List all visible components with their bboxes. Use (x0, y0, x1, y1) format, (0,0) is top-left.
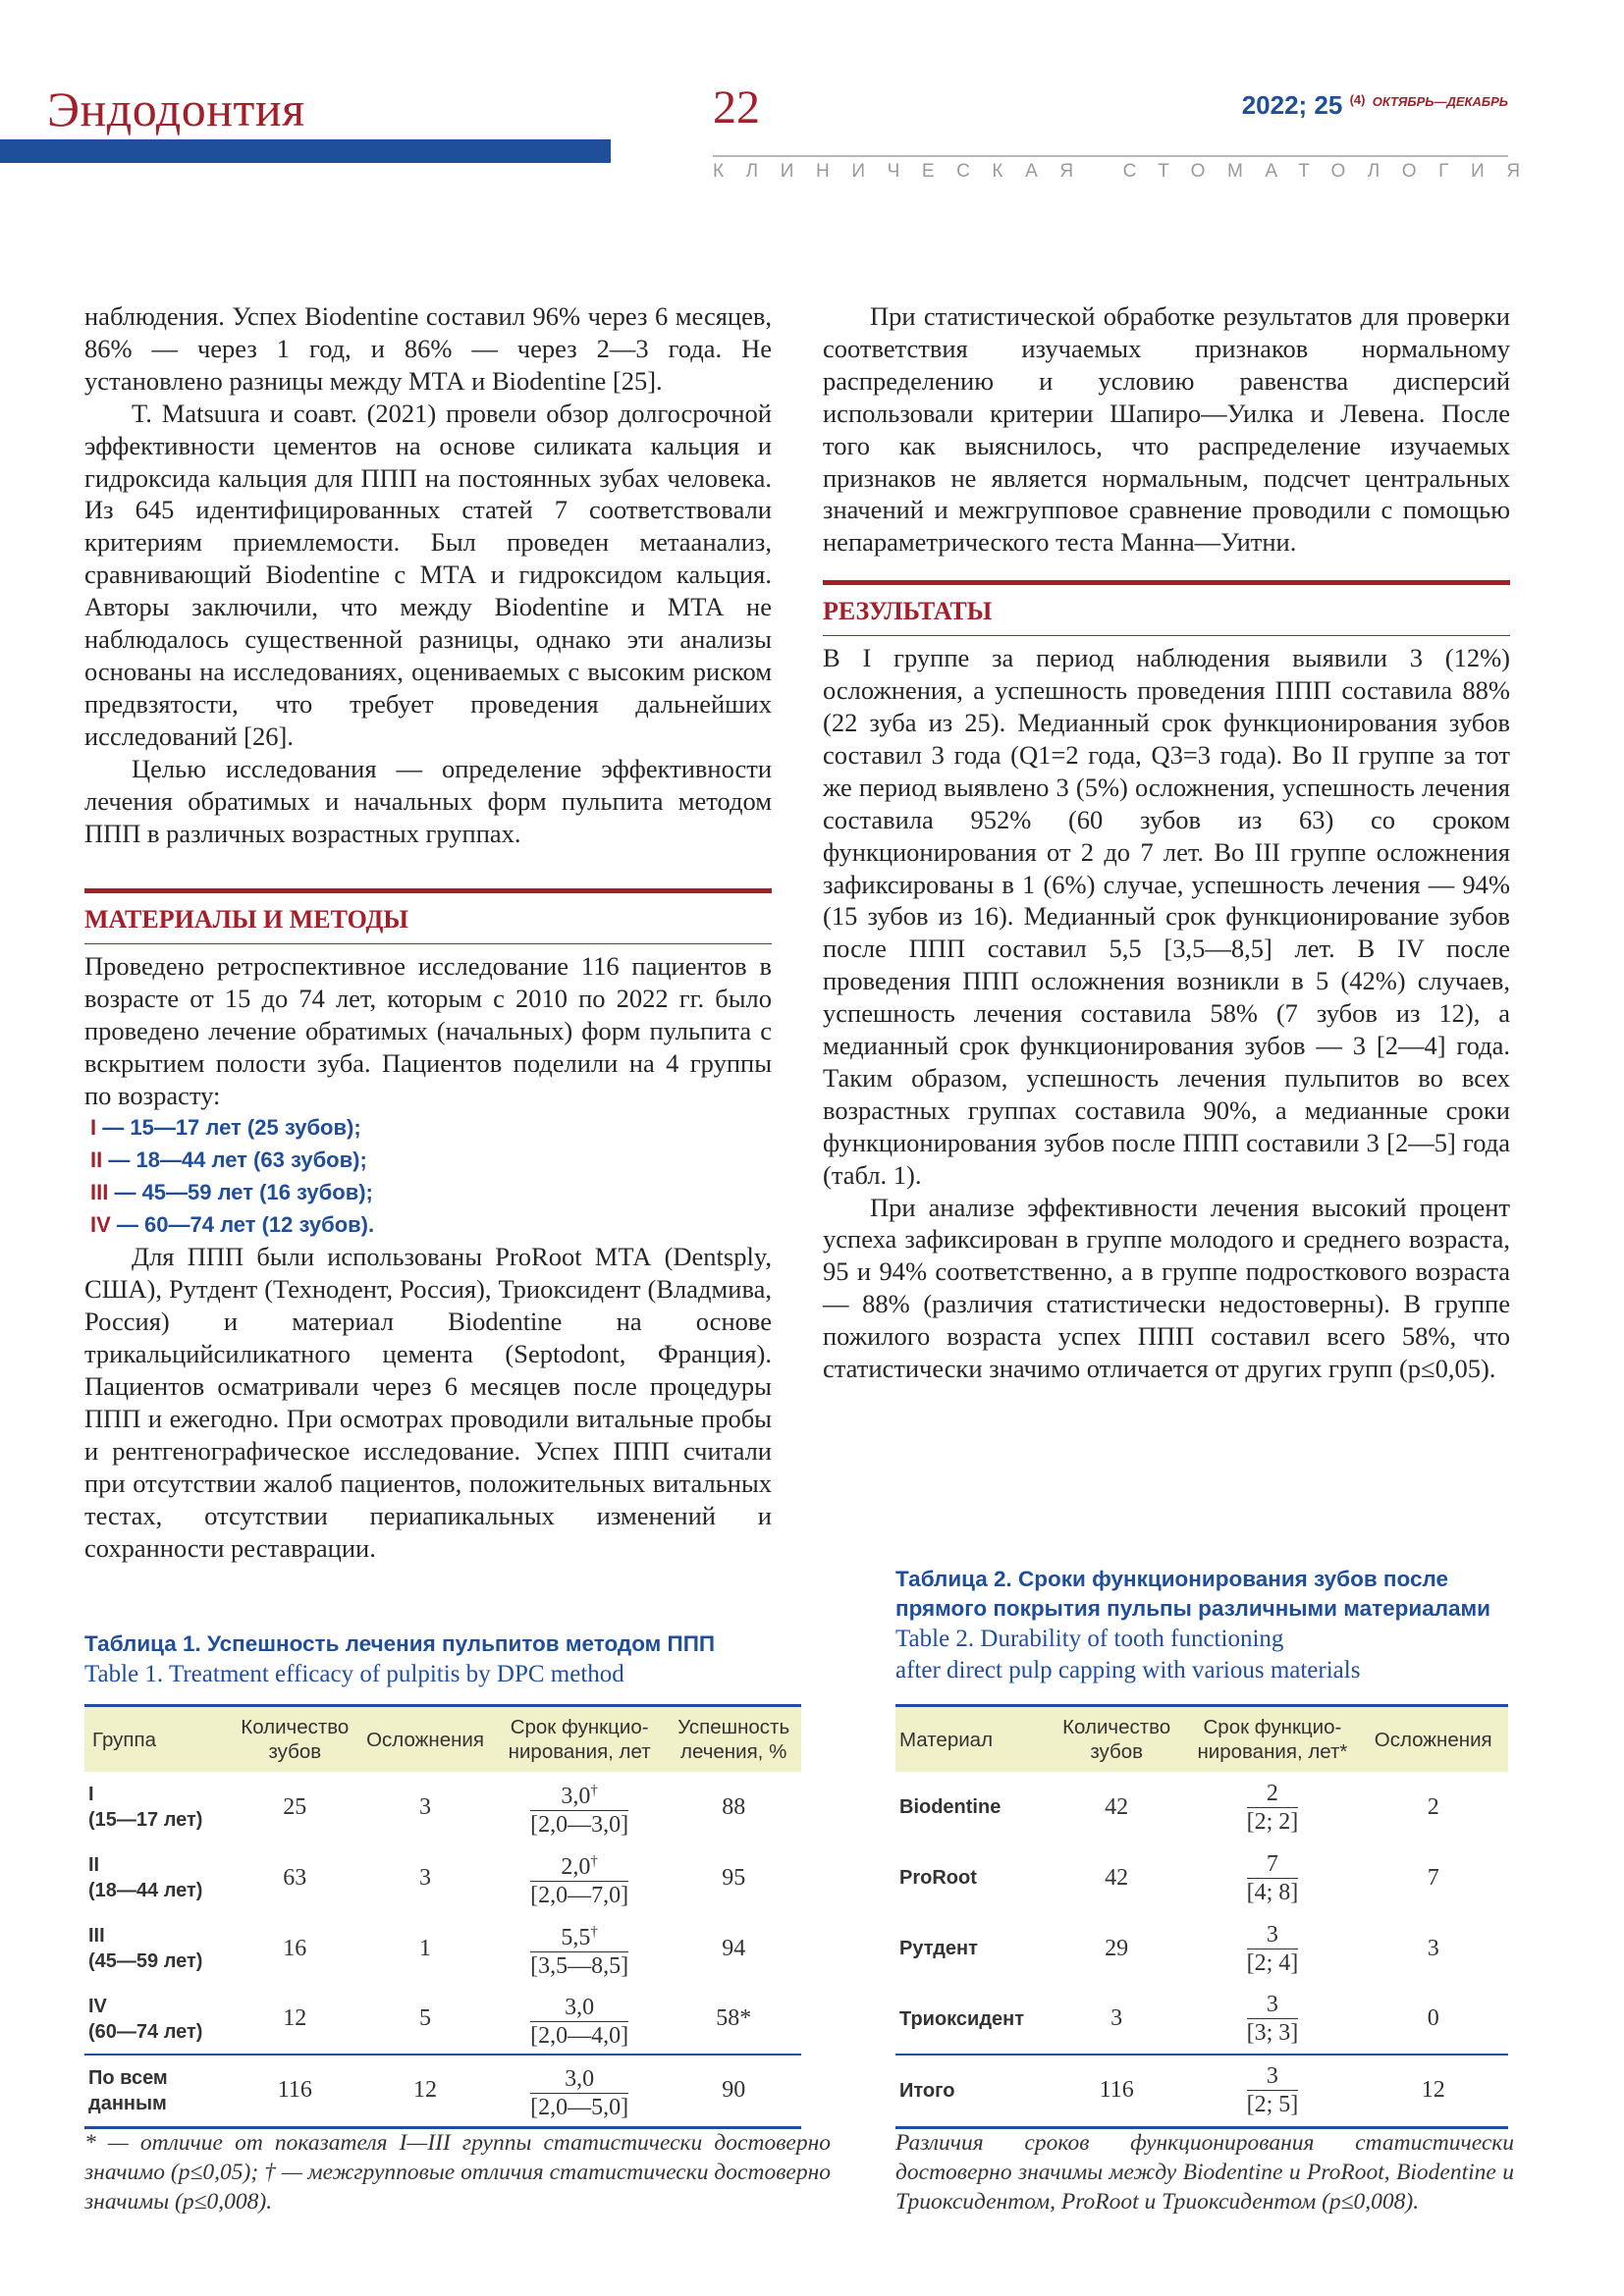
page-number: 22 (713, 81, 760, 133)
table1-count-cell: 12 (283, 2005, 307, 2031)
table2-count-cell: 116 (1099, 2077, 1134, 2104)
table-row (84, 1842, 801, 1913)
table-row-total (895, 2055, 1508, 2127)
age-group-list (84, 1112, 772, 1242)
table2-material-cell: Biodentine (899, 1796, 1001, 1818)
table1-caption-ru: Таблица 1. Успешность лечения пульпитов методом ППП (84, 1631, 716, 1656)
age-group-item: III — 45—59 лет (16 зубов); (90, 1179, 373, 1204)
table1-duration-cell: $\frac{5,5^\dagger}{[3,5—8,5]}$ (493, 1913, 666, 1984)
right-paragraph-2: В I группе за период наблюдения выявили 3 (12%) осложнения, а успешность проведения ППП составила 88% (22 зуба из 25). Медианный срок функционирования зубов составил 3 года (Q1=2 года, Q3=3 года). Во II группе за тот же период выявлено 3 (5%) осложнения, успешность лечения составила 952% (60 зубов из 63) со сроком функционирования от 2 до 7 лет. Во III группе осложнения зафиксированы в 1 (6%) случае, успешность лечения — 94% (15 зубов из 16). Медианный срок функционирование зубов после ППП составил 5,5 [3,5—8,5] лет. В IV после проведения ППП осложнения возникли в 5 (42%) случаев, успешность лечения составила 58% (7 зубов из 12), а медианный срок функционирования зубов — 3 [2—4] года. Таким образом, успешность лечения пульпитов во всех возрастных группах составила 90%, а медианные сроки функционирования зубов после ППП составили 3 [2—5] года (табл. 1). (823, 643, 1510, 1190)
table1-success-cell: 90 (722, 2077, 746, 2104)
table2-count-cell: 42 (1105, 1864, 1129, 1891)
header-divider (713, 155, 1508, 157)
table1-complications-cell: 1 (419, 1935, 432, 1961)
table1-count-cell: 116 (277, 2077, 312, 2104)
header-blue-bar (0, 139, 611, 163)
left-paragraph-2: T. Matsuura и соавт. (2021) провели обзор долгосрочной эффективности цементов на основе силиката кальция и гидроксида кальция для ППП на постоянных зубах человека. Из 645 идентифицированных статей 7 соответствовали критериям приемлемости. Был проведен метаанализ, сравнивающий Biodentine с МТА и гидроксидом кальция. Авторы заключили, что между Biodentine и МТА не наблюдалось существенной разницы, однако эти анализы основаны на исследованиях, оцениваемых с высоким риском предвзятости, что требует проведения дальнейших исследований [26]. (84, 398, 772, 751)
table1-success-cell: 95 (722, 1864, 746, 1891)
table1-success-cell: 58* (716, 2005, 752, 2031)
table2-count-cell: 3 (1110, 2005, 1123, 2031)
table2-complications-cell: 7 (1427, 1864, 1439, 1891)
journal-name: КЛИНИЧЕСКАЯ СТОМАТОЛОГИЯ (713, 161, 1543, 182)
issue-number: (4) (1349, 92, 1366, 107)
table2-material-cell: ProRoot (899, 1867, 977, 1889)
table1-caption-en: Table 1. Treatment efficacy of pulpitis by DPC method (84, 1661, 624, 1687)
table1-complications-cell: 5 (419, 2005, 432, 2031)
table1-header-cell: Успешность лечения, % (666, 1706, 801, 1773)
table2-duration-cell: $\frac{3}{[2; 5]}$ (1246, 2063, 1299, 2118)
table2 (895, 1704, 1508, 2129)
table1-group-cell: I (15—17 лет) (88, 1784, 203, 1831)
table-row (895, 1984, 1508, 2055)
table-row (84, 1984, 801, 2055)
table1-duration-cell: $\frac{3,0^\dagger}{[2,0—3,0]}$ (493, 1772, 666, 1842)
table2-header-cell: Количество зубов (1047, 1706, 1187, 1773)
table-row (895, 1913, 1508, 1984)
table1-success-cell: 88 (722, 1793, 746, 1820)
table-row (84, 1772, 801, 1842)
table-row (895, 1842, 1508, 1913)
table2-complications-cell: 3 (1427, 1935, 1439, 1961)
table1-complications-cell: 3 (419, 1864, 432, 1891)
age-group-item: I — 15—17 лет (25 зубов); (90, 1114, 361, 1140)
left-paragraph-4: Проведено ретроспективное исследование 116 пациентов в возрасте от 15 до 74 лет, которым с 2010 по 2022 гг. было проведено лечение обратимых (начальных) форм пульпита с вскрытием полости зуба. Пациентов поделили на 4 группы по возрасту: (84, 951, 772, 1110)
table1-group-cell: IV (60—74 лет) (88, 1995, 203, 2043)
table2-duration-cell: $\frac{3}{[2; 4]}$ (1246, 1921, 1299, 1976)
table2-count-cell: 29 (1105, 1935, 1129, 1961)
table1-caption (84, 1629, 801, 1690)
table1-footnote: * — отличие от показателя I—III группы статистически достоверно значимо (p≤0,05); † — межгрупповые отличия статистически достоверно значимы (p≤0,008). (84, 2130, 831, 2215)
table2-duration-cell: $\frac{2}{[2; 2]}$ (1246, 1780, 1299, 1835)
right-column (823, 300, 1510, 1385)
table2-duration-cell: $\frac{7}{[4; 8]}$ (1246, 1850, 1299, 1905)
table1-count-cell: 25 (283, 1793, 307, 1820)
table2-caption-en-2: after direct pulp capping with various materials (895, 1657, 1361, 1683)
methods-section-header (84, 888, 772, 944)
table2-complications-cell: 0 (1427, 2005, 1439, 2031)
table1-complications-cell: 3 (419, 1793, 432, 1820)
table2-material-cell: Рутдент (899, 1938, 978, 1959)
table1-count-cell: 63 (283, 1864, 307, 1891)
table2-duration-cell: $\frac{3}{[3; 3]}$ (1246, 1992, 1299, 2046)
table2-header-cell: Срок функцио-нирования, лет* (1186, 1706, 1358, 1773)
table2-footnote: Различия сроков функционирования статистически достоверно значимы между Biodentine и ProRoot, Biodentine и Триоксидентом, ProRoot и Триоксидентом (p≤0,008). (895, 2130, 1514, 2215)
methods-heading: МАТЕРИАЛЫ И МЕТОДЫ (84, 905, 408, 934)
table1-group-cell: II (18—44 лет) (88, 1854, 203, 1901)
table2-caption (895, 1565, 1524, 1686)
table1-complications-cell: 12 (413, 2077, 438, 2104)
table1-header-cell: Количество зубов (232, 1706, 357, 1773)
results-section-header (823, 580, 1510, 636)
table2-header-cell: Осложнения (1358, 1706, 1508, 1773)
table-row (895, 1772, 1508, 1842)
table2-caption-ru: Таблица 2. Сроки функционирования зубов после прямого покрытия пульпы различными материалами (895, 1567, 1491, 1621)
journal-section-title: Эндодонтия (47, 81, 305, 136)
right-paragraph-3: При анализе эффективности лечения высокий процент успеха зафиксирован в группе молодого и среднего возраста, 95 и 94% соответственно, а в группе подросткового возраста — 88% (различия статистически недостоверны). В группе пожилого возраста успех ППП составил всего 58%, что статистически значимо отличается от других групп (p≤0,05). (823, 1192, 1510, 1384)
table1-duration-cell: $\frac{2,0^\dagger}{[2,0—7,0]}$ (493, 1842, 666, 1913)
table1-group-cell: III (45—59 лет) (88, 1925, 203, 1972)
table1-header-cell: Срок функцио-нирования, лет (493, 1706, 666, 1773)
age-group-item: II — 18—44 лет (63 зубов); (90, 1147, 367, 1172)
table1-success-cell: 94 (722, 1935, 746, 1961)
issue-year-volume: 2022; 25 (1241, 90, 1343, 120)
results-heading: РЕЗУЛЬТАТЫ (823, 597, 993, 626)
table2-header-cell: Материал (895, 1706, 1047, 1773)
table1-group-cell: По всем данным (88, 2066, 168, 2114)
table1-duration-cell: $\frac{3,0}{[2,0—4,0]}$ (493, 1984, 666, 2055)
table1-header-cell: Осложнения (357, 1706, 493, 1773)
table2-material-cell: Триоксидент (899, 2007, 1025, 2030)
table2-complications-cell: 12 (1421, 2077, 1445, 2104)
table2-complications-cell: 2 (1427, 1793, 1439, 1820)
left-column (84, 300, 772, 1565)
table1-duration-cell: $\frac{3,0}{[2,0—5,0]}$ (493, 2055, 666, 2127)
issue-info (1242, 90, 1508, 121)
table1-count-cell: 16 (283, 1935, 307, 1961)
age-group-item: IV — 60—74 лет (12 зубов). (90, 1211, 375, 1237)
table-row (84, 1913, 801, 1984)
left-paragraph-3: Целью исследования — определение эффективности лечения обратимых и начальных форм пульпита методом ППП в различных возрастных группах. (84, 753, 772, 848)
left-paragraph-1: наблюдения. Успех Biodentine составил 96% через 6 месяцев, 86% — через 1 год, и 86% — через 2—3 года. Не установлено разницы между МТА и Biodentine [25]. (84, 301, 772, 396)
left-paragraph-5: Для ППП были использованы ProRoot МТА (Dentsply, США), Рутдент (Технодент, Россия), Триоксидент (Владмива, Россия) и материал Biodentine на основе трикальцийсиликатного цемента (Septodont, Франция). Пациентов осматривали через 6 месяцев после процедуры ППП и ежегодно. При осмотрах проводили витальные пробы и рентгенографическое исследование. Успех ППП считали при отсутствии жалоб пациентов, положительных витальных тестах, отсутствии периапикальных изменений и сохранности реставрации. (84, 1242, 772, 1563)
table2-count-cell: 42 (1105, 1793, 1129, 1820)
table-row-total (84, 2055, 801, 2127)
issue-months: ОКТЯБРЬ—ДЕКАБРЬ (1372, 94, 1508, 109)
table1-header-cell: Группа (84, 1706, 232, 1773)
table2-material-cell: Итого (899, 2079, 955, 2102)
right-paragraph-1: При статистической обработке результатов для проверки соответствия изучаемых признаков нормальному распределению и условию равенства дисперсий использовали критерии Шапиро—Уилка и Левена. После того как выяснилось, что распределение изучаемых признаков не является нормальным, подсчет центральных значений и межгрупповое сравнение проводили с помощью непараметрического теста Манна—Уитни. (823, 301, 1510, 558)
table2-caption-en-1: Table 2. Durability of tooth functioning (895, 1626, 1284, 1652)
table1 (84, 1704, 801, 2129)
